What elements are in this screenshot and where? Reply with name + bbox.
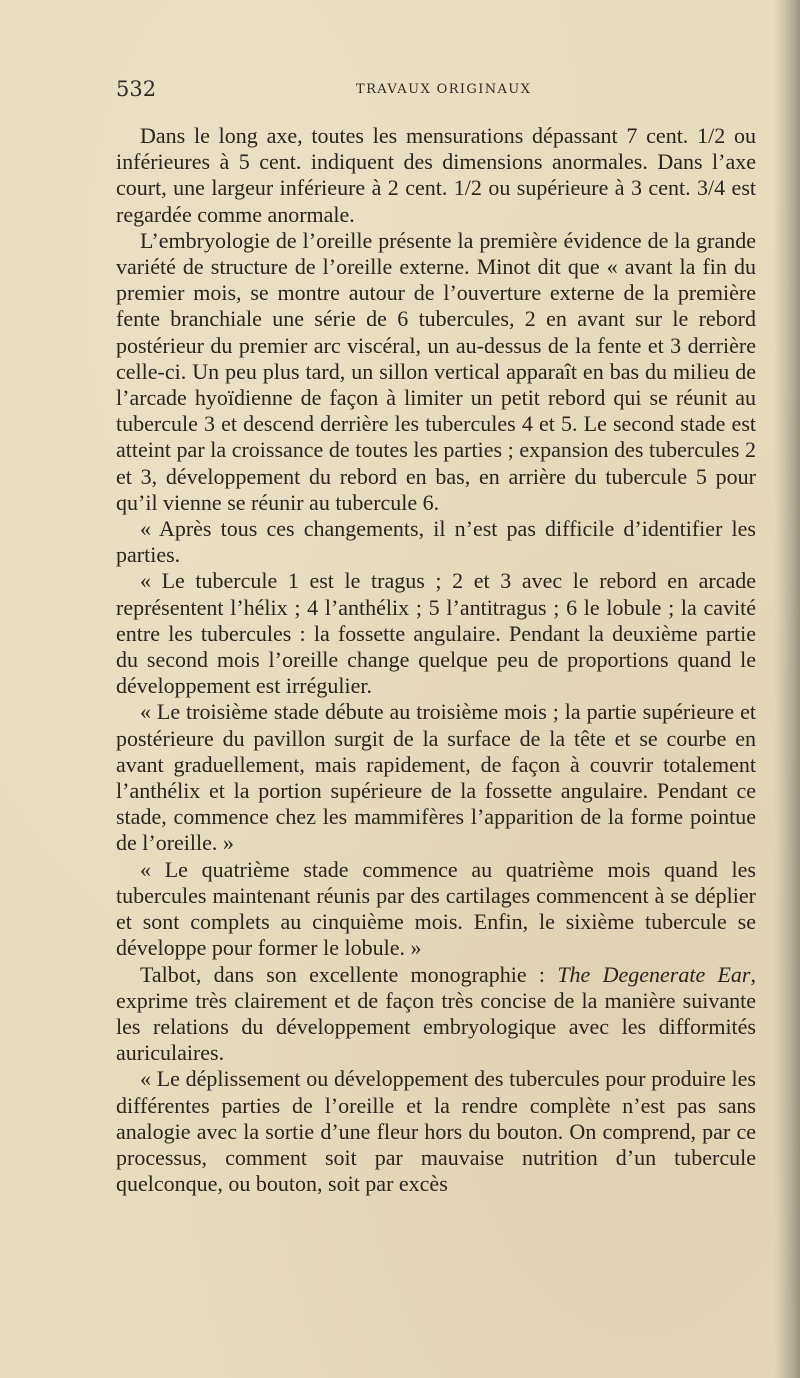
- body-text: [116, 123, 756, 1197]
- paragraph-3: « Après tous ces changements, il n’est pas difficile d’identifier les parties.: [116, 516, 756, 568]
- paragraph-7-text-after: , exprime très clairement et de façon très concise de la manière suivante les relations du développement embryologique avec les difformités auriculaires.: [116, 961, 756, 1066]
- paragraph-6: « Le quatrième stade commence au quatrième mois quand les tubercules maintenant réunis par des cartilages commencent à se déplier et sont complets au cinquième mois. Enfin, le sixième tubercule se développe pour former le lobule. »: [116, 856, 756, 961]
- paragraph-1: Dans le long axe, toutes les mensurations dépassant 7 cent. 1/2 ou inférieures à 5 cent. indiquent des dimensions anormales. Dans l’axe court, une largeur inférieure à 2 cent. 1/2 ou supérieure à 3 cent. 3/4 est regardée comme anormale.: [116, 123, 756, 227]
- page-edge-shadow: [774, 0, 800, 1378]
- monograph-title: The Degenerate Ear: [557, 961, 751, 987]
- paragraph-4: « Le tubercule 1 est le tragus ; 2 et 3 avec le rebord en arcade représentent l’hélix ; 4 l’anthélix ; 5 l’antitragus ; 6 le lobule ; la cavité entre les tubercules : la fossette angulaire. Pendant la deuxième partie du second mois l’oreille change quelque peu de proportions quand le développement est irrégulier.: [116, 568, 756, 699]
- paragraph-2: L’embryologie de l’oreille présente la première évidence de la grande variété de structure de l’oreille externe. Minot dit que « avant la fin du premier mois, se montre autour de l’ouverture externe de la première fente branchiale une série de 6 tubercules, 2 en avant sur le rebord postérieur du premier arc viscéral, un au-dessus de la fente et 3 derrière celle-ci. Un peu plus tard, un sillon vertical apparaît en bas du milieu de l’arcade hyoïdienne de façon à limiter un petit rebord qui se réunit au tubercule 3 et descend derrière les tubercules 4 et 5. Le second stade est atteint par la croissance de toutes les parties ; expansion des tubercules 2 et 3, développement du rebord en bas, en arrière du tubercule 5 pour qu’il vienne se réunir au tubercule 6.: [116, 227, 756, 515]
- page-header: [116, 76, 756, 102]
- page-number: 532: [116, 77, 157, 101]
- paragraph-7-text-before: Talbot, dans son excellente monographie :: [140, 961, 558, 987]
- paragraph-5: « Le troisième stade débute au troisième mois ; la partie supérieure et postérieure du pavillon surgit de la surface de la tête et se courbe en avant graduellement, mais rapidement, de façon à couvrir totalement l’anthélix et la portion supérieure de la fossette angulaire. Pendant ce stade, commence chez les mammifères l’apparition de la forme pointue de l’oreille. »: [116, 699, 756, 856]
- running-head: TRAVAUX ORIGINAUX: [356, 82, 532, 97]
- paragraph-7: [116, 962, 756, 1067]
- paragraph-8: « Le déplissement ou développement des tubercules pour produire les différentes parties de l’oreille et la rendre complète n’est pas sans analogie avec la sortie d’une fleur hors du bouton. On comprend, par ce processus, comment soit par mauvaise nutrition d’un tubercule quelconque, ou bouton, soit par excès: [116, 1066, 756, 1197]
